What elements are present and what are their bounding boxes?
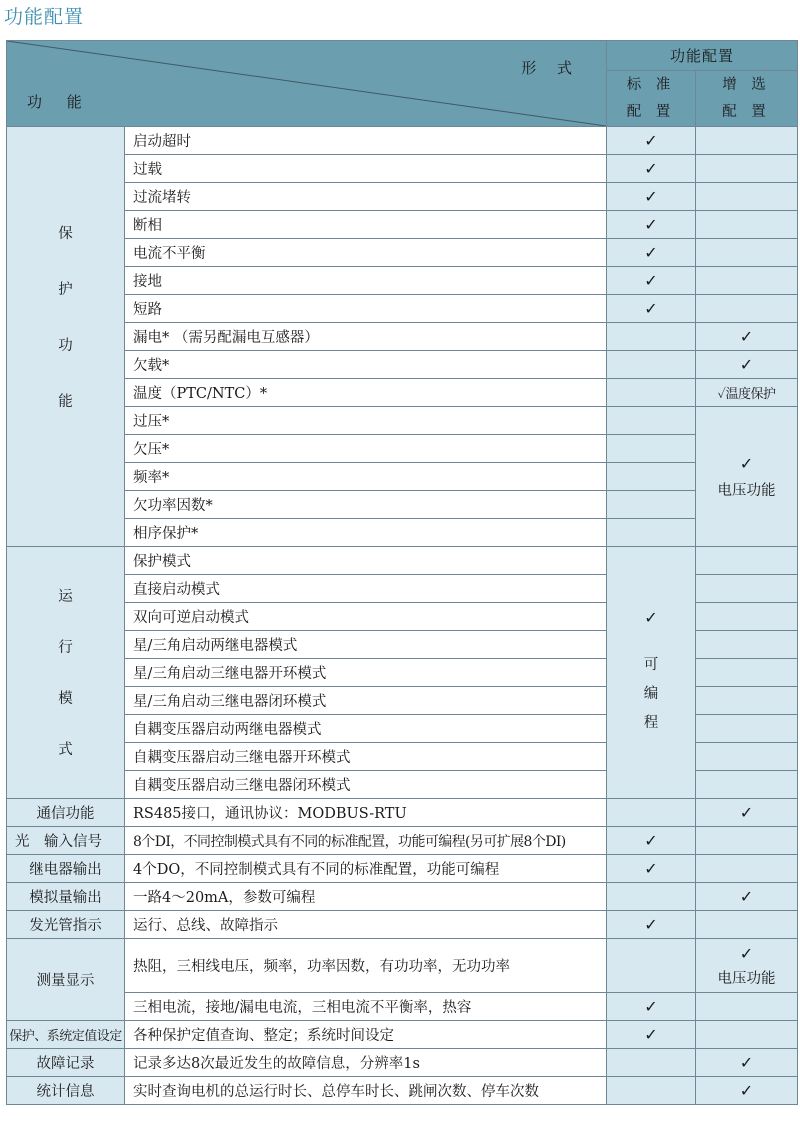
header-standard-label: 标 准 配 置: [607, 71, 696, 127]
standard-check: [607, 463, 696, 491]
function-name: 过流堵转: [125, 183, 607, 211]
optional-check: [696, 295, 798, 323]
function-name: 一路4～20mA，参数可编程: [125, 883, 607, 911]
standard-programmable: ✓ 可 编 程: [607, 547, 696, 799]
optional-check: [696, 183, 798, 211]
function-name: 自耦变压器启动三继电器开环模式: [125, 743, 607, 771]
group-setting: 保护、系统定值设定: [7, 1021, 125, 1049]
standard-check: [607, 407, 696, 435]
function-name: 欠功率因数*: [125, 491, 607, 519]
group-run-mode: 运 行 模 式: [7, 547, 125, 799]
group-relay-output: 继电器输出: [7, 855, 125, 883]
header-function-label: 功 能: [27, 93, 92, 111]
standard-check: [607, 491, 696, 519]
standard-check: [607, 1077, 696, 1105]
function-name: 断相: [125, 211, 607, 239]
standard-check: ✓: [607, 295, 696, 323]
function-name: 三相电流，接地/漏电电流，三相电流不平衡率，热容: [125, 993, 607, 1021]
header-form-label: 形 式: [521, 59, 580, 77]
optional-check: ✓: [696, 883, 798, 911]
optional-check: ✓: [696, 799, 798, 827]
standard-check: [607, 883, 696, 911]
optional-check: [696, 267, 798, 295]
optional-check: [696, 127, 798, 155]
function-name: 直接启动模式: [125, 575, 607, 603]
function-name: 过压*: [125, 407, 607, 435]
standard-check: ✓: [607, 855, 696, 883]
optional-voltage-label: 电压功能: [717, 482, 776, 499]
standard-check: ✓: [607, 827, 696, 855]
optional-check: [696, 1021, 798, 1049]
optional-check: ✓: [696, 323, 798, 351]
optional-check: ✓: [696, 1049, 798, 1077]
optional-check: [696, 239, 798, 267]
standard-check: ✓: [607, 267, 696, 295]
group-communication: 通信功能: [7, 799, 125, 827]
optional-check: [696, 743, 798, 771]
function-name: 欠载*: [125, 351, 607, 379]
standard-check: ✓: [607, 1021, 696, 1049]
header-config-label: 功能配置: [607, 41, 798, 71]
function-name: 实时查询电机的总运行时长、总停车时长、跳闸次数、停车次数: [125, 1077, 607, 1105]
standard-check: ✓: [607, 911, 696, 939]
function-name: 温度（PTC/NTC）*: [125, 379, 607, 407]
function-name: 运行、总线、故障指示: [125, 911, 607, 939]
optional-check: [696, 547, 798, 575]
optional-check: [696, 855, 798, 883]
group-statistics: 统计信息: [7, 1077, 125, 1105]
header-diagonal-cell: [7, 41, 607, 127]
standard-check: ✓: [607, 211, 696, 239]
optional-voltage-function: [696, 407, 798, 547]
header-optional-label: 增 选 配 置: [696, 71, 798, 127]
header-diagonal-line: [7, 41, 606, 126]
function-name: 自耦变压器启动两继电器模式: [125, 715, 607, 743]
function-name: RS485接口，通讯协议：MODBUS-RTU: [125, 799, 607, 827]
group-input-signal: 光 输入信号: [7, 827, 125, 855]
function-name: 8个DI，不同控制模式具有不同的标准配置，功能可编程(另可扩展8个DI): [125, 827, 607, 855]
function-name: 各种保护定值查询、整定；系统时间设定: [125, 1021, 607, 1049]
page-title: 功能配置: [4, 6, 85, 28]
optional-check: [696, 715, 798, 743]
function-name: 自耦变压器启动三继电器闭环模式: [125, 771, 607, 799]
standard-check: [607, 435, 696, 463]
optional-check: [696, 659, 798, 687]
standard-check: [607, 519, 696, 547]
group-fault-record: 故障记录: [7, 1049, 125, 1077]
function-name: 过载: [125, 155, 607, 183]
function-name: 星/三角启动三继电器开环模式: [125, 659, 607, 687]
function-name: 欠压*: [125, 435, 607, 463]
function-name: 短路: [125, 295, 607, 323]
function-name: 频率*: [125, 463, 607, 491]
optional-check: [696, 993, 798, 1021]
optional-check: [696, 687, 798, 715]
function-name: 星/三角启动两继电器模式: [125, 631, 607, 659]
optional-check: ✓: [696, 1077, 798, 1105]
optional-check: [696, 827, 798, 855]
standard-check: [607, 379, 696, 407]
optional-check: ✓: [696, 351, 798, 379]
function-name: 漏电* （需另配漏电互感器）: [125, 323, 607, 351]
function-name: 记录多达8次最近发生的故障信息，分辨率1s: [125, 1049, 607, 1077]
optional-check: ✓: [739, 453, 754, 473]
function-config-table: [6, 40, 798, 1105]
function-name: 4个DO，不同控制模式具有不同的标准配置，功能可编程: [125, 855, 607, 883]
optional-check: [696, 631, 798, 659]
optional-check: ✓温度保护: [696, 379, 798, 407]
standard-check: [607, 323, 696, 351]
standard-check: [607, 799, 696, 827]
optional-voltage-function: [696, 939, 798, 993]
optional-check: [696, 575, 798, 603]
optional-check: [696, 603, 798, 631]
standard-check: ✓: [644, 607, 658, 627]
group-led-indicator: 发光管指示: [7, 911, 125, 939]
standard-check: [607, 351, 696, 379]
group-measurement-display: 测量显示: [7, 939, 125, 1021]
standard-check: ✓: [607, 183, 696, 211]
optional-check: [696, 771, 798, 799]
optional-check: [696, 211, 798, 239]
optional-check: [696, 155, 798, 183]
optional-check: [696, 911, 798, 939]
standard-check: [607, 939, 696, 993]
standard-check: ✓: [607, 239, 696, 267]
function-name: 相序保护*: [125, 519, 607, 547]
standard-check: ✓: [607, 127, 696, 155]
function-name: 热阻，三相线电压，频率，功率因数，有功功率，无功功率: [125, 939, 607, 993]
optional-check: ✓: [739, 943, 754, 963]
standard-check: ✓: [607, 155, 696, 183]
function-name: 双向可逆启动模式: [125, 603, 607, 631]
standard-check: ✓: [607, 993, 696, 1021]
function-name: 接地: [125, 267, 607, 295]
function-name: 星/三角启动三继电器闭环模式: [125, 687, 607, 715]
group-analog-output: 模拟量输出: [7, 883, 125, 911]
optional-voltage-label: 电压功能: [717, 970, 776, 987]
function-name: 保护模式: [125, 547, 607, 575]
function-name: 启动超时: [125, 127, 607, 155]
group-protection: 保 护 功 能: [7, 127, 125, 547]
function-name: 电流不平衡: [125, 239, 607, 267]
standard-check: [607, 1049, 696, 1077]
